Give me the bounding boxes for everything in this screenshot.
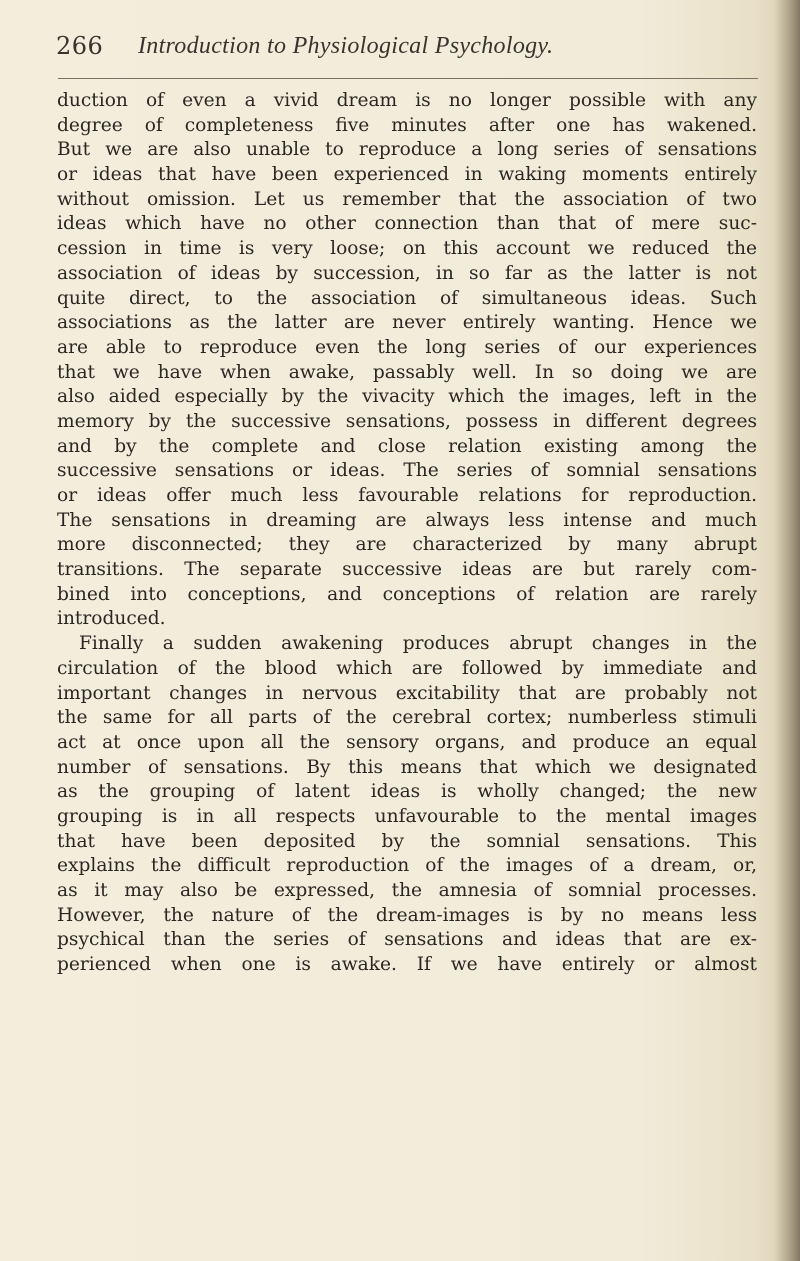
text-line: ideas which have no other connection than that of mere suc- [57,213,757,235]
text-line: and by the complete and close relation existing among the [57,435,757,457]
text-line: the same for all parts of the cerebral cortex; numberless stimuli [57,707,757,729]
text-line: explains the difficult reproduction of the images of a dream, or, [57,855,757,877]
paragraph-end-line: introduced. [57,608,166,630]
text-line: also aided especially by the vivacity which the images, left in the [57,386,757,408]
text-line: or ideas offer much less favourable relations for reproduction. [57,485,757,506]
text-line: successive sensations or ideas. The series of somnial sensations [57,460,757,482]
running-title: Introduction to Physiological Psychology. [138,33,554,59]
text-line: The sensations in dreaming are always less intense and much [57,509,757,531]
text-line: degree of completeness five minutes after one has wakened. [57,114,757,136]
text-line: bined into conceptions, and conceptions of relation are rarely [57,583,757,605]
text-line: without omission. Let us remember that the association of two [57,188,757,210]
text-line: duction of even a vivid dream is no longer possible with any [57,90,757,111]
text-line: association of ideas by succession, in so far as the latter is not [57,262,757,284]
text-line: more disconnected; they are characterized by many abrupt [57,534,757,556]
text-line: associations as the latter are never entirely wanting. Hence we [57,312,757,334]
body-text [57,89,757,978]
text-line: circulation of the blood which are followed by immediate and [57,657,757,679]
text-line: transitions. The separate successive ideas are but rarely com- [57,559,757,581]
text-line: as it may also be expressed, the amnesia of somnial processes. [57,880,757,901]
text-line: number of sensations. By this means that which we designated [57,756,757,778]
page-header [56,32,756,72]
text-line: But we are also unable to reproduce a long series of sensations [57,139,757,161]
text-line: perienced when one is awake. If we have entirely or almost [57,954,757,976]
text-line: cession in time is very loose; on this account we reduced the [57,238,757,260]
text-line: grouping is in all respects unfavourable to the mental images [57,805,757,827]
page-edge-shadow [774,0,800,1261]
text-line: as the grouping of latent ideas is wholly changed; the new [57,781,757,803]
page-number: 266 [56,32,104,60]
paragraph-start-line: Finally a sudden awakening produces abrupt changes in the [79,633,757,655]
text-line: that have been deposited by the somnial sensations. This [57,830,757,852]
text-line: However, the nature of the dream-images is by no means less [57,904,757,926]
text-line: or ideas that have been experienced in waking moments entirely [57,164,757,186]
text-line: act at once upon all the sensory organs, and produce an equal [57,731,757,753]
text-line: quite direct, to the association of simultaneous ideas. Such [57,287,757,309]
text-line: are able to reproduce even the long series of our experiences [57,336,757,358]
text-line: important changes in nervous excitability that are probably not [57,682,757,704]
text-line: that we have when awake, passably well. In so doing we are [57,361,757,383]
text-line: psychical than the series of sensations and ideas that are ex- [57,929,757,951]
text-line: memory by the successive sensations, possess in different degrees [57,410,757,432]
header-rule [58,78,758,79]
